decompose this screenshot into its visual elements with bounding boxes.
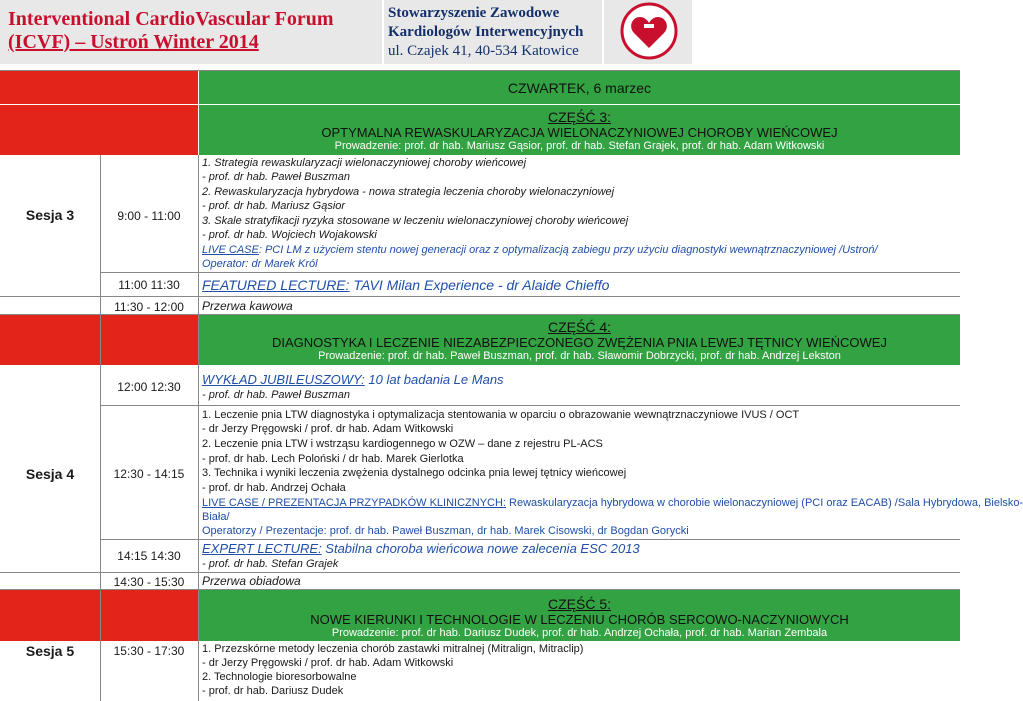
session5-speaker2: - prof. dr hab. Dariusz Dudek <box>202 685 344 697</box>
session4-item3: 3. Technika i wyniki leczenia zwężenia dystalnego odcinka pnia lewej tętnicy wieńcowej <box>202 467 627 479</box>
session3-live-text: : PCI LM z użyciem stentu nowej generacji oraz z optymalizacją zabiegu przy użyciu diagnostyki wewnątrznaczyniowej /Ustroń/ <box>258 244 878 256</box>
break2-time: 14:30 - 15:30 <box>113 575 185 589</box>
session3-item2: 2. Rewaskularyzacja hybrydowa - nowa strategia leczenia choroby wielonaczyniowej <box>202 186 615 198</box>
expert-prefix: EXPERT LECTURE: <box>202 541 322 556</box>
organizer-address: ul. Czajek 41, 40-534 Katowice <box>388 43 579 59</box>
session4-speaker1: - dr Jerzy Pręgowski / prof. dr hab. Adam Witkowski <box>202 423 454 435</box>
session5-time: 15:30 - 17:30 <box>113 644 185 658</box>
session4-item1: 1. Leczenie pnia LTW diagnostyka i optymalizacja stentowania w oparciu o obrazowanie wewnątrznaczyniowe IVUS / OCT <box>202 409 800 421</box>
session3-time: 9:00 - 11:00 <box>117 209 181 223</box>
session3-speaker3: - prof. dr hab. Wojciech Wojakowski <box>202 229 377 241</box>
divider <box>100 405 960 406</box>
jubilee-lecture <box>202 372 504 388</box>
part4-chairs: Prowadzenie: prof. dr hab. Paweł Buszman, prof. dr hab. Sławomir Dobrzycki, prof. dr hab. Andrzej Lekston <box>318 350 841 362</box>
session4-live-case <box>202 497 1023 511</box>
part4-subtitle: DIAGNOSTYKA I LECZENIE NIEZABEZPIECZONEGO ZWĘŻENIA PNIA LEWEJ TĘTNICY WIEŃCOWEJ <box>272 335 887 350</box>
session3-item3: 3. Skale stratyfikacji ryzyka stosowane w leczeniu wielonaczyniowej choroby wieńcowej <box>202 215 629 227</box>
featured-lecture <box>202 276 609 294</box>
session4-operators: Operatorzy / Prezentacje: prof. dr hab. Paweł Buszman, dr hab. Marek Cisowski, dr Bogdan Gorycki <box>202 525 689 537</box>
featured-prefix: FEATURED LECTURE: <box>202 277 350 293</box>
session5-speaker1: - dr Jerzy Pręgowski / prof. dr hab. Adam Witkowski <box>202 657 454 669</box>
session4-speaker2: - prof. dr hab. Lech Poloński / dr hab. Marek Gierlotka <box>202 453 464 465</box>
expert-time: 14:15 14:30 <box>117 549 181 563</box>
divider <box>0 296 960 297</box>
divider <box>100 539 960 540</box>
jubilee-prefix: WYKŁAD JUBILEUSZOWY: <box>202 372 365 387</box>
part5-subtitle: NOWE KIERUNKI I TECHNOLOGIE W LECZENIU CHORÓB SERCOWO-NACZYNIOWYCH <box>310 612 849 627</box>
column-divider <box>100 155 101 701</box>
part4-header <box>199 315 960 365</box>
divider <box>100 272 960 273</box>
forum-title-line2: (ICVF) – Ustroń Winter 2014 <box>8 31 259 53</box>
session3-speaker2: - prof. dr hab. Mariusz Gąsior <box>202 200 346 212</box>
organizer-name-line1: Stowarzyszenie Zawodowe <box>388 5 560 21</box>
part5-chairs: Prowadzenie: prof. dr hab. Dariusz Dudek, prof. dr hab. Andrzej Ochała, prof. dr hab. Marian Zembala <box>331 627 828 639</box>
forum-title-line1: Interventional CardioVascular Forum <box>8 8 334 30</box>
session4-time: 12:30 - 14:15 <box>113 467 185 481</box>
forum-title-block <box>0 0 382 64</box>
divider <box>0 572 960 573</box>
session3-speaker1: - prof. dr hab. Paweł Buszman <box>202 171 350 183</box>
session4-live-prefix: LIVE CASE / PREZENTACJA PRZYPADKÓW KLINICZNYCH: <box>202 497 506 509</box>
jubilee-speaker: - prof. dr hab. Paweł Buszman <box>202 389 350 401</box>
part5-spacer <box>0 590 198 641</box>
part3-subtitle: OPTYMALNA REWASKULARYZACJA WIELONACZYNIOWEJ CHOROBY WIEŃCOWEJ <box>321 125 838 140</box>
part5-header <box>199 590 960 641</box>
session3-label: Sesja 3 <box>25 207 75 223</box>
session5-item2: 2. Technologie bioresorbowalne <box>202 671 357 683</box>
jubilee-time: 12:00 12:30 <box>117 380 181 394</box>
featured-time: 11:00 11:30 <box>118 278 180 292</box>
session5-item1: 1. Przezskórne metody leczenia chorób zastawki mitralnej (Mitralign, Mitraclip) <box>202 643 584 655</box>
part3-chairs: Prowadzenie: prof. dr hab. Mariusz Gąsior, prof. dr hab. Stefan Grajek, prof. dr hab. Adam Witkowski <box>334 140 825 152</box>
program-table <box>0 70 1023 700</box>
session4-label: Sesja 4 <box>25 466 75 482</box>
session3-live-prefix: LIVE CASE <box>202 244 259 256</box>
part3-header <box>199 105 960 155</box>
part4-spacer <box>0 315 198 365</box>
featured-text: TAVI Milan Experience - dr Alaide Chieffo <box>349 277 610 293</box>
session4-speaker3: - prof. dr hab. Andrzej Ochała <box>202 482 346 494</box>
part3-spacer <box>0 105 198 155</box>
session3-operator: Operator: dr Marek Król <box>202 258 318 270</box>
break1-label: Przerwa kawowa <box>202 299 293 313</box>
session4-item2: 2. Leczenie pnia LTW i wstrząsu kardiogennego w OZW – dane z rejestru PL-ACS <box>202 438 603 450</box>
session4-live-text: Rewaskularyzacja hybrydowa w chorobie wielonaczyniowej (PCI oraz EACAB) /Sala Hybrydowa, Bielsko- <box>505 497 1023 509</box>
jubilee-text: 10 lat badania Le Mans <box>364 372 504 387</box>
break2-label: Przerwa obiadowa <box>202 574 301 588</box>
expert-speaker: - prof. dr hab. Stefan Grajek <box>202 558 339 570</box>
expert-lecture <box>202 541 640 557</box>
part3-title: CZĘŚĆ 3: <box>547 109 611 125</box>
part4-title: CZĘŚĆ 4: <box>547 319 611 335</box>
session5-label: Sesja 5 <box>25 643 75 659</box>
part5-title: CZĘŚĆ 5: <box>547 596 611 612</box>
session3-item1: 1. Strategia rewaskularyzacji wielonaczyniowej choroby wieńcowej <box>202 157 527 169</box>
day-header <box>199 71 960 104</box>
break1-time: 11:30 - 12:00 <box>114 300 184 314</box>
heart-logo-icon <box>620 2 678 60</box>
session3-live-case <box>202 244 878 258</box>
session4-live-text2: Biała/ <box>202 511 230 523</box>
column-divider <box>198 155 199 701</box>
expert-text: Stabilna choroba wieńcowa nowe zalecenia ESC 2013 <box>321 541 640 556</box>
organizer-block <box>384 0 602 64</box>
day-row-spacer <box>0 71 198 104</box>
day-title: CZWARTEK, 6 marzec <box>507 80 652 96</box>
organizer-name-line2: Kardiologów Interwencyjnych <box>388 24 584 40</box>
